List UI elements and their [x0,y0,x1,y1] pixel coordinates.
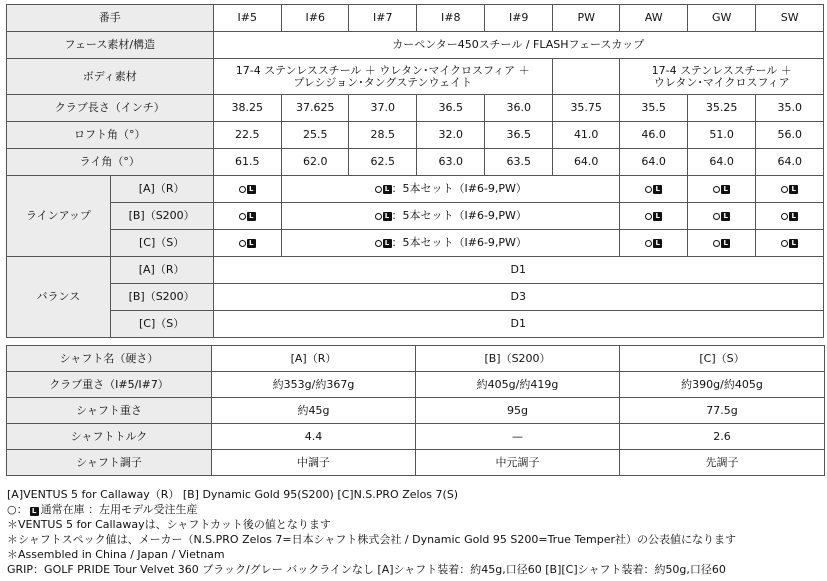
length-label: クラブ長さ（インチ） [7,95,214,122]
length-value: 37.0 [349,95,416,122]
circle-icon [645,213,652,220]
lie-value: 63.0 [416,149,485,176]
availability-cell [620,203,687,230]
left-hand-icon: L [383,239,392,248]
availability-mark [713,239,730,248]
availability-set-cell [282,176,620,203]
lineup-shaft: [A]（R） [110,176,213,203]
availability-cell [756,176,824,203]
length-value: 35.5 [620,95,687,122]
torque: 4.4 [212,424,416,450]
shaft-name-row [7,346,825,372]
lie-value: 64.0 [687,149,756,176]
note-spec: ＊シャフトスペック値は、メーカー（N.S.PRO Zelos 7=日本シャフト株式会社 / Dynamic Gold 95 S200=True Temper社）の公表値になります [7,533,737,546]
shaft-table [6,345,825,476]
availability-cell [620,176,687,203]
circle-icon [713,213,720,220]
availability-cell [687,203,756,230]
availability-mark [713,185,730,194]
left-hand-icon: L [383,212,392,221]
lie-value: 61.5 [213,149,282,176]
left-hand-icon: L [247,239,256,248]
note-shafts: [A]VENTUS 5 for Callaway（R） [B] Dynamic Gold 95(S200) [C]N.S.PRO Zelos 7(S) [7,488,459,501]
availability-set-cell [282,203,620,230]
left-hand-icon: L [789,185,798,194]
shaft-name-label: シャフト名（硬さ） [7,346,212,372]
length-value: 38.25 [213,95,282,122]
circle-icon [645,240,652,247]
body-value-pw [552,59,619,95]
availability-cell [756,203,824,230]
kick-point: 中調子 [212,450,416,476]
note-ventus: ＊VENTUS 5 for Callawayは、シャフトカット後の値となります [7,518,331,531]
col-header: I#7 [349,5,416,32]
col-header: PW [552,5,619,32]
lie-value: 63.5 [485,149,552,176]
lineup-row [7,230,824,257]
col-header: I#9 [485,5,552,32]
col-header: AW [620,5,687,32]
left-hand-icon: L [653,212,662,221]
left-hand-icon: L [653,239,662,248]
loft-value: 25.5 [282,122,349,149]
col-header: I#6 [282,5,349,32]
availability-cell [687,176,756,203]
availability-cell [213,203,282,230]
body-row [7,59,824,95]
availability-cell [756,230,824,257]
left-hand-icon: L [721,185,730,194]
left-hand-icon: L [383,185,392,194]
balance-shaft: [C]（S） [110,311,213,338]
kick-point-label: シャフト調子 [7,450,212,476]
col-header: SW [756,5,824,32]
header-row [7,5,824,32]
lineup-row [7,203,824,230]
availability-cell [213,230,282,257]
torque-row [7,424,825,450]
balance-row [7,257,824,284]
length-value: 37.625 [282,95,349,122]
torque: 2.6 [620,424,825,450]
set-text: ：5本セット（I#6-9,PW） [391,236,527,249]
col-header: GW [687,5,756,32]
balance-value: D3 [213,284,824,311]
left-hand-icon: L [789,212,798,221]
left-hand-icon: L [247,185,256,194]
availability-mark [781,212,798,221]
club-weight-row [7,372,825,398]
torque: — [416,424,620,450]
length-value: 36.0 [485,95,552,122]
circle-icon [239,213,246,220]
kick-point-row [7,450,825,476]
shaft-weight: 約45g [212,398,416,424]
left-hand-icon: L [247,212,256,221]
kick-point: 中元調子 [416,450,620,476]
lineup-row [7,176,824,203]
lie-value: 62.0 [282,149,349,176]
shaft-weight: 77.5g [620,398,825,424]
body-value-irons-line2: プレシジョン･タングステンウェイト [293,75,473,89]
availability-mark [375,239,392,248]
circle-icon [713,240,720,247]
circle-icon [375,186,382,193]
length-row [7,95,824,122]
length-value: 35.0 [756,95,824,122]
left-hand-icon: L [721,212,730,221]
body-label: ボディ素材 [7,59,214,95]
kick-point: 先調子 [620,450,825,476]
face-label: フェース素材/構造 [7,32,214,59]
body-value-irons-line1: 17-4 ステンレススチール ＋ ウレタン･マイクロスフィア ＋ [235,63,530,77]
shaft-weight-row [7,398,825,424]
shaft-weight: 95g [416,398,620,424]
torque-label: シャフトトルク [7,424,212,450]
body-value-wedges-line1: 17-4 ステンレススチール ＋ [651,63,792,77]
body-value-wedges [620,59,824,95]
notes [7,487,822,577]
circle-icon [781,213,788,220]
lie-value: 64.0 [756,149,824,176]
loft-value: 32.0 [416,122,485,149]
note-grip: GRIP：GOLF PRIDE Tour Velvet 360 ブラック/グレー バックラインなし [A]シャフト装着：約45g,口径60 [B][C]シャフト装着：約50g,口径60 [7,563,726,576]
body-value-wedges-line2: ウレタン･マイクロスフィア [653,75,790,89]
circle-icon [375,213,382,220]
left-hand-icon: L [789,239,798,248]
loft-value: 46.0 [620,122,687,149]
club-weight: 約390g/約405g [620,372,825,398]
loft-value: 22.5 [213,122,282,149]
lineup-label: ラインアップ [7,176,111,257]
lie-value: 62.5 [349,149,416,176]
circle-icon [781,186,788,193]
loft-value: 28.5 [349,122,416,149]
availability-cell [687,230,756,257]
note-assembly: ＊Assembled in China / Japan / Vietnam [7,548,225,561]
availability-mark [645,185,662,194]
balance-value: D1 [213,257,824,284]
loft-value: 56.0 [756,122,824,149]
circle-icon [781,240,788,247]
lie-value: 64.0 [620,149,687,176]
club-weight-label: クラブ重さ（I#5/I#7） [7,372,212,398]
availability-mark [713,212,730,221]
length-value: 35.25 [687,95,756,122]
balance-shaft: [A]（R） [110,257,213,284]
length-value: 36.5 [416,95,485,122]
balance-label: バランス [7,257,111,338]
lie-row [7,149,824,176]
availability-mark [781,239,798,248]
set-text: ：5本セット（I#6-9,PW） [391,209,527,222]
face-value: カーペンター450スチール / FLASHフェースカップ [213,32,824,59]
col-header: I#5 [213,5,282,32]
lineup-shaft: [B]（S200） [110,203,213,230]
col-header: I#8 [416,5,485,32]
balance-row [7,311,824,338]
loft-value: 41.0 [552,122,619,149]
shaft-name: [C]（S） [620,346,825,372]
availability-mark [781,185,798,194]
availability-cell [213,176,282,203]
balance-shaft: [B]（S200） [110,284,213,311]
availability-mark [239,185,256,194]
left-hand-icon: L [721,239,730,248]
lie-value: 64.0 [552,149,619,176]
body-value-irons [213,59,552,95]
availability-mark [645,239,662,248]
availability-mark [239,212,256,221]
shaft-name: [A]（R） [212,346,416,372]
lie-label: ライ角（°） [7,149,214,176]
header-label: 番手 [7,5,214,32]
balance-value: D1 [213,311,824,338]
loft-label: ロフト角（°） [7,122,214,149]
shaft-weight-label: シャフト重さ [7,398,212,424]
left-hand-icon: L [30,507,39,516]
club-weight: 約353g/約367g [212,372,416,398]
note-legend: ○： L 通常在庫 ：左用モデル受注生産 [7,503,198,516]
club-weight: 約405g/約419g [416,372,620,398]
lineup-shaft: [C]（S） [110,230,213,257]
availability-cell [620,230,687,257]
loft-value: 51.0 [687,122,756,149]
length-value: 35.75 [552,95,619,122]
set-text: ：5本セット（I#6-9,PW） [391,182,527,195]
circle-icon [375,240,382,247]
availability-set-cell [282,230,620,257]
spec-table [6,4,824,338]
balance-row [7,284,824,311]
face-row [7,32,824,59]
loft-value: 36.5 [485,122,552,149]
availability-mark [375,185,392,194]
shaft-name: [B]（S200） [416,346,620,372]
circle-icon [239,240,246,247]
circle-icon [713,186,720,193]
loft-row [7,122,824,149]
availability-mark [645,212,662,221]
circle-icon [239,186,246,193]
availability-mark [239,239,256,248]
circle-icon [645,186,652,193]
availability-mark [375,212,392,221]
left-hand-icon: L [653,185,662,194]
